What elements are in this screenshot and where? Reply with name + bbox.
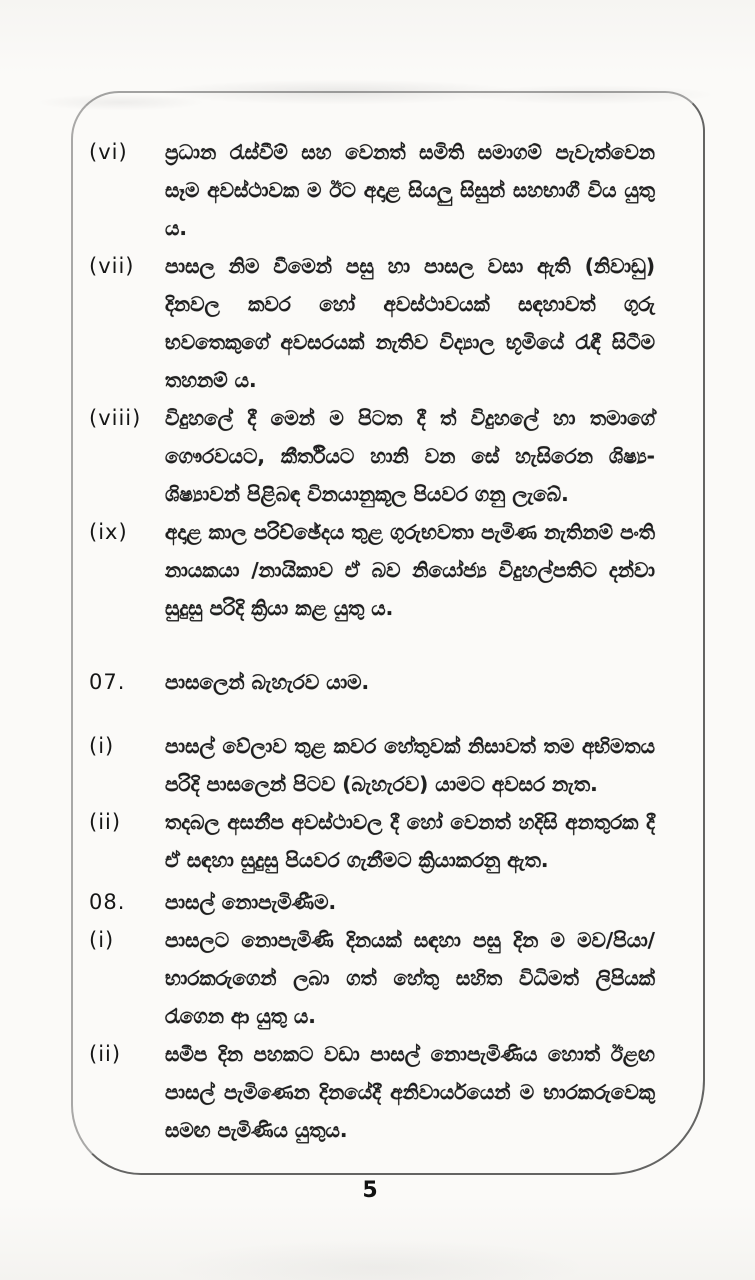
section-08-heading [81, 883, 655, 921]
list-item-vi [81, 133, 655, 247]
section-07-item-i [81, 727, 655, 803]
list-item-text: අදාළ කාල පරිච්ඡේදය තුළ ගුරුභවතා පැමිණ නැතිනම් පංති නායකයා /නායිකාව ඒ බව නියෝජ්‍ය විදුහල්පතිට දන්වා සුදුසු පරිදි ක්‍රියා කළ යුතු ය. [165, 520, 655, 620]
list-item-text: පාසල නිම වීමෙන් පසු හා පාසල වසා ඇති (නිවාඩු) දිනවල කවර හෝ අවස්ථාවයක් සඳහාවත් ගුරු භවතෙකුගේ අවසරයක් නැතිව විද්‍යාල භූමියේ රැඳී සිටීම තහනම් ය. [165, 254, 655, 392]
list-item-text: සමීප දින පහකට වඩා පාසල් නොපැමිණිය හොත් ඊළඟ පාසල් පැමිණෙන දිනයේදී අනිවාර්යයෙන් ම භාරකරුවෙකු සමඟ පැමිණිය යුතුය. [165, 1042, 655, 1142]
list-item-text: ප්‍රධාන රැස්වීම් සහ වෙනත් සමිති සමාගම් පැවැත්වෙන සෑම අවස්ථාවක ම ඊට අදාළ සියලු සිසුන් සහභාගී විය යුතු ය. [165, 140, 655, 240]
list-item-vii [81, 247, 655, 399]
list-item-ix [81, 513, 655, 627]
list-item-text: පාසලට නොපැමිණි දිනයක් සඳහා පසු දින ම මව/පියා/භාරකරුගෙන් ලබා ගත් හේතු සහිත විධිමත් ලිපියක් රැගෙන ආ යුතු ය. [165, 928, 655, 1028]
section-number: 07. [89, 670, 126, 694]
page-border-frame [71, 91, 705, 1175]
list-item-marker: (i) [89, 734, 115, 758]
list-item-text: පාසල් වේලාව තුළ කවර හේතුවක් නිසාවත් තම අභිමතය පරිදි පාසලෙන් පිටව (බැහැරව) යාමට අවසර නැත. [165, 734, 655, 796]
section-08-item-i [81, 921, 655, 1035]
section-number: 08. [89, 890, 126, 914]
list-item-text: තදබල අසනීප අවස්ථාවල දී හෝ වෙනත් හදිසි අනතුරක දී ඒ සඳහා සුදුසු පියවර ගැනීමට ක්‍රියාකරනු ඇත. [165, 810, 655, 872]
list-item-marker: (i) [89, 928, 115, 952]
section-title: පාසල් නොපැමිණීම. [165, 890, 337, 914]
section-08-item-ii [81, 1035, 655, 1149]
list-item-marker: (viii) [89, 406, 142, 430]
list-item-marker: (ix) [89, 520, 128, 544]
list-item-marker: (vi) [89, 140, 128, 164]
list-item-viii [81, 399, 655, 513]
list-item-marker: (vii) [89, 254, 135, 278]
list-item-marker: (ii) [89, 810, 122, 834]
section-title: පාසලෙන් බැහැරව යාම. [165, 670, 370, 694]
section-07-item-ii [81, 803, 655, 879]
section-07-heading [81, 663, 655, 701]
list-item-marker: (ii) [89, 1042, 122, 1066]
list-item-text: විදුහලේ දී මෙන් ම පිටත දී ත් විදුහලේ හා තමාගේ ගෞරවයට, කීර්තියට හානි වන සේ හැසිරෙන ශිෂ්‍ය-ශිෂ්‍යාවන් පිළිබඳ විනයානුකූල පියවර ගනු ලැබේ. [165, 406, 655, 506]
page-number: 5 [362, 1178, 378, 1203]
